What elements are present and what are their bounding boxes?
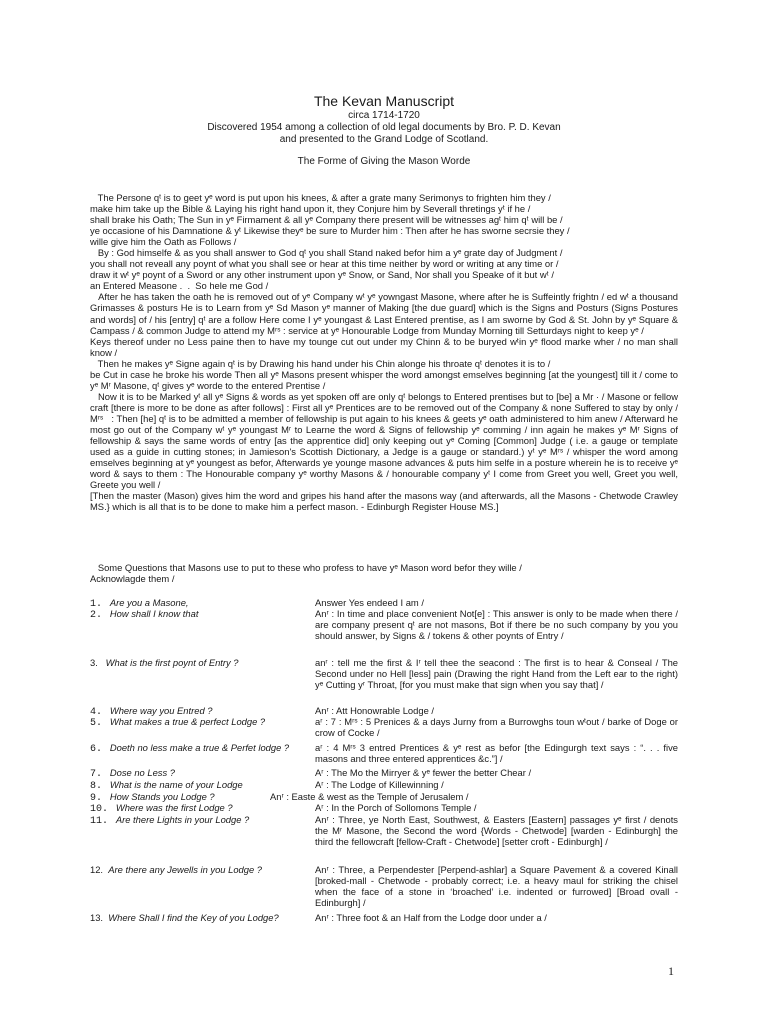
paragraph-line: shall brake his Oath; The Sun in yᵉ Firmament & all yᵉ Company there present will be witnesses agᵗ him qᵗ will be / [90,214,563,226]
answer-text: Anʳ : Three foot & an Half from the Lodge door under a / [315,912,547,923]
question-number: 2. [90,610,103,621]
body-text [90,192,681,513]
answer-text: aʳ : 4 Mʳˢ 3 entred Prentices & yᵉ rest as befor [the Edingurgh text says : “. . . five masons and three entered apprentices &c.”] / [315,742,678,765]
question-text: Are there Lights in your Lodge ? [115,814,250,825]
question-text: Where way you Entred ? [109,705,213,716]
question-number: 7. [90,769,103,780]
question-number: 1. [90,599,103,610]
page-number: 1 [668,964,674,978]
question-number: 5. [90,718,103,729]
question-text: Are you a Masone, [109,597,189,608]
answer-text: Anʳ : Three, ye North East, Southwest, & Easters [Eastern] passages yᵉ first / denots the Mʳ Masone, the Second the word {Words - Chetwode] [warden - Edinburgh] the third the fellowcraft [fellow-Craft - Chetwode] [setter croft - Edinburgh] / [315,814,678,848]
answer-text: Anʳ : Att Honowrable Lodge / [315,705,434,716]
answer-text: aʳ : 7 : Mʳˢ : 5 Prenices & a days Jurny from a Burrowghs toun wᵗout / barke of Doge or crow of Cocke / [315,716,678,739]
paragraph-line: draw it wᵗ yᵉ poynt of a Sword or any other instrument upon yᵉ Snow, or Sand, Nor shall you Speake of it but wᵗ / [90,269,554,281]
discovery-line: Discovered 1954 among a collection of old legal documents by Bro. P. D. Kevan [207,122,561,133]
paragraph: Then he makes yᵉ Signe again qᵗ is by Drawing his hand under his Chin alonge his throate qᵗ denotes it is to / [90,357,551,369]
question-row [90,657,239,668]
question-row [90,864,262,875]
document-title: The Kevan Manuscript [313,93,455,109]
question-text: How shall I know that [109,608,199,619]
answer-text: Aʳ : The Lodge of Killewinning / [315,779,444,790]
question-number: 9. [90,793,103,804]
question-number: 8. [90,781,103,792]
question-number: 3. [90,657,98,668]
paragraph-line: The Persone qᵗ is to geet yᵉ word is put upon his knees, & after a grate many Serimonys to frighten him they / [90,192,551,203]
paragraph-line: By : God himselfe & as you shall answer to God qᵗ you shall Stand naked befor him a yᵉ grate day of Judgment / [90,247,563,259]
date-line: circa 1714-1720 [348,110,420,121]
question-text: What makes a true & perfect Lodge ? [109,716,266,727]
paragraph: After he has taken the oath he is removed out of yᵉ Company wᵗ yᵉ yowngast Masone, where after he is Suffeintly frightn / ed wᵗ a thousand Grimasses & posturs He is to Learn from yᵉ Sd Mason yᵉ manner of Making [the due guard] which is the Signs and Posturs (Signs Postures and words] of / his [entry] qᵗ are a follow Here come I yᵉ youngast & Last Entered prentise, as I am sworne by God & St. John by yᵉ Square & Campass / & common Judge to attend my Mʳˢ : service at yᵉ Honourable Lodge from Munday Morning till Setturdays night to keep yᵉ / [90,291,681,336]
answer-text: Anʳ : Three, a Perpendester [Perpend-ashlar] a Square Pavement & a covered Kinall [broked-mall - Chetwode - probably correct; i.e. a heavy maul for striking the chisel when the face of a stone in ‘broached’ i.e. indented or furrowed] [Broad ovall - Edinburgh] / [315,864,678,909]
questions-intro [90,562,678,584]
paragraph-line: ye occasione of his Damnatione & yᵗ Likewise theyᵉ be sure to Murder him : Then after he has sworne secrsie they / [90,225,570,237]
question-text: Where was the first Lodge ? [115,802,233,813]
answer-text: Aʳ : In the Porch of Sollomons Temple / [315,802,477,813]
question-text: What is the name of your Lodge [109,779,243,790]
question-number: 10. [90,804,109,815]
question-text: Are there any Jewells in you Lodge ? [108,864,263,875]
question-number: 12. [90,864,104,875]
question-text: How Stands you Lodge ? [109,791,215,802]
answer-text: Anʳ : In time and place convenient Not[e] : This answer is only to be made when there / are company present qᵗ are not masons, Bot if there be no such company by you you should answer, by Signs & / tokens & other poynts of Entry / [315,608,678,642]
answer-text: anʳ : tell me the first & Iʳ tell thee the seacond : The first is to hear & Conseal / The Second under no Hell [less] pain (Drawing the right Hand from the Left ear to the right) yᵉ Cutting yʳ Throat, [for you must make that sign when you say that] / [315,657,678,691]
paragraph-line: make him take up the Bible & Laying his right hand upon it, they Conjure him by Severall thretings yᵗ if he / [90,203,531,215]
paragraph-line: wille give him the Oath as Follows / [90,236,237,248]
question-text: What is the first poynt of Entry ? [105,657,239,668]
question-row [90,814,249,827]
question-number: 13. [90,912,104,923]
answer-text: Aʳ : The Mo the Mirryer & yᵉ fewer the better Chear / [315,767,532,778]
question-row [90,742,289,755]
paragraph: [Then the master (Mason) gives him the word and gripes his hand after the masons way (and afterwards, all the Masons - Chetwode Crawley MS.} which is all that is to be done to make him a perfect mason. - Edinburgh Register House MS.] [90,490,678,513]
presentation-line: and presented to the Grand Lodge of Scotland. [279,134,489,145]
paragraph: Now it is to be Marked yᵗ all yᵉ Signs & words as yet spoken off are only qᵗ belongs to Entered prentises but to [be] a Mr · / Masone or fellow craft [there is more to be done as after follows] : First all yᵉ Prentices are to be removed out of the Company & none Suffered to stay by only / Mʳˢ : Then [he] qᵗ is to be admitted a member of fellowship is put again to his knees & geets yᵉ oath administered to him anew / Afterward he most go out of the Company wᵗ yᵉ youngast Mʳ to Learne the word & Signs of fellowship yᵉ comming / inn again he makes yᵉ Mʳ Signs of fellowship & says the same words of entry [as the apprentice did] only keeping out yᵉ Coming [Common] Judge ( i.e. a gauge or template used as a guide in cutting stones; in Jamieson's Scottish Dictionary, a Jedge is a gauge or standard.) yᵗ yᵉ Mʳˢ / whisper the word among emselves beginning at yᵉ youngest as befor, Afterwards ye younge masone advances & puts him selfe in a posture wherein he is to receive yᵉ word & says to them : The Honourable company yᵉ worthy Masons & / honourable company yᵗ I come from Greet you well, Greet you well, Greete you well / [90,390,681,491]
paragraph: be Cut in case he broke his worde Then all yᵉ Masons present whisper the word amongst emselves beginning [at the youngest] till it / come to yᵉ Mʳ Masone, qᵗ gives yᵉ worde to the entered Prentise / [90,368,678,391]
answer-text: Anʳ : Easte & west as the Temple of Jerusalem / [270,791,469,802]
question-row [90,608,198,621]
question-text: Doeth no less make a true & Perfet lodge ? [109,742,290,753]
paragraph-line: Some Questions that Masons use to put to these who profess to have yᵉ Mason word befor they wille / [90,562,522,573]
question-row [90,912,279,923]
paragraph-line: you shall not reveall any poynt of what you shall see or hear at this time neither by word or writing at any time or / [90,258,559,270]
section-title: The Forme of Giving the Mason Worde [297,156,471,167]
question-text: Where Shall I find the Key of you Lodge? [108,912,279,923]
question-row [90,716,265,729]
answer-text: Answer Yes endeed I am / [315,597,424,608]
paragraph-line: an Entered Measone . . So hele me God / [90,280,269,292]
question-number: 6. [90,744,103,755]
paragraph-line: Acknowlagde them / [90,573,175,585]
question-number: 11. [90,816,109,827]
question-text: Dose no Less ? [109,767,175,778]
paragraph: Keys thereof under no Less paine then to have my tounge cut out under my Chinn & to be buryed wᵗin yᵉ flood marke wher / no man shall know / [90,335,678,358]
question-number: 4. [90,707,103,718]
